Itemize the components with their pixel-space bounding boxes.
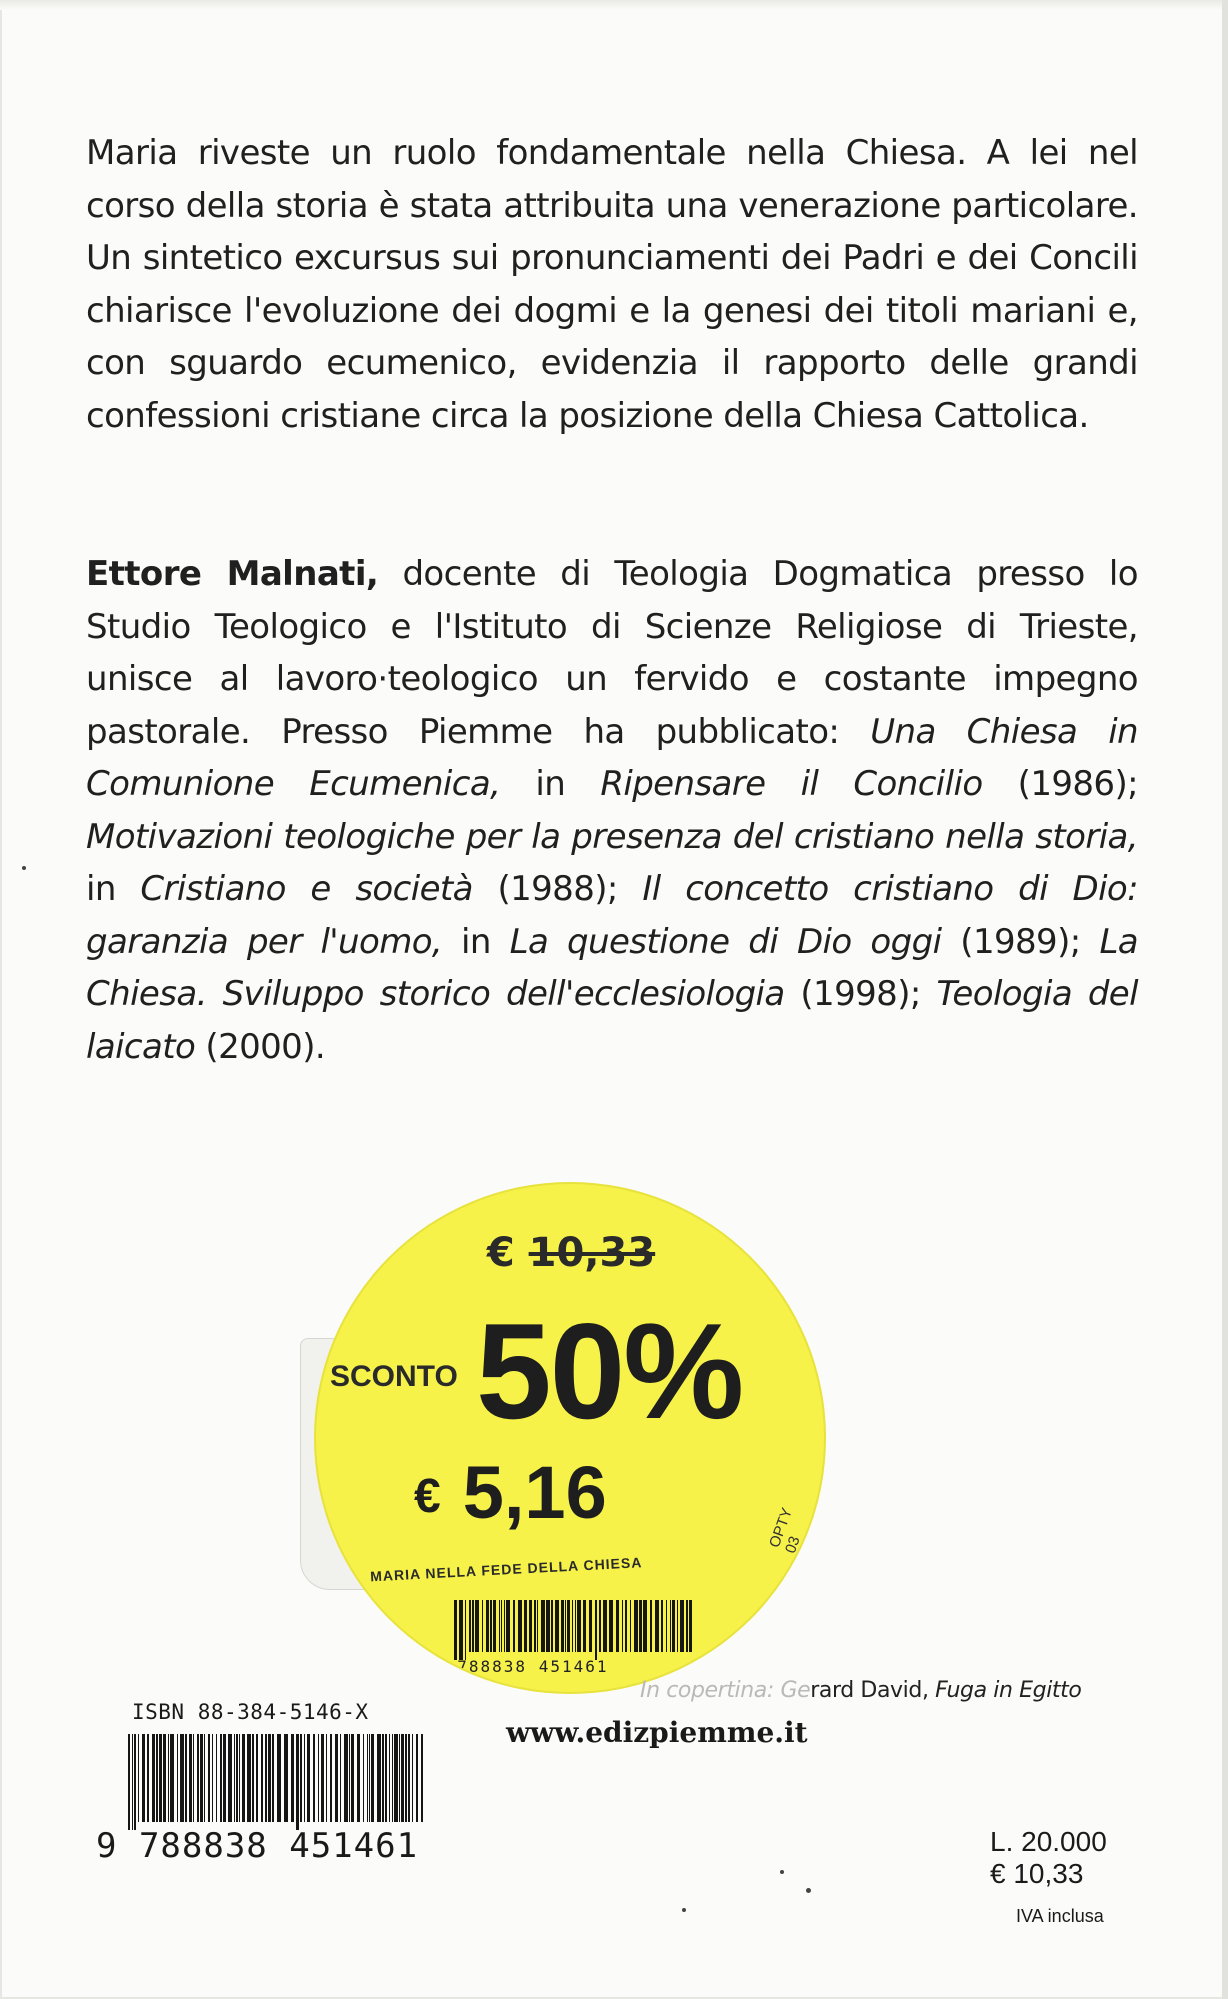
barcode-bar xyxy=(382,1734,384,1822)
barcode-bar xyxy=(490,1600,492,1652)
barcode-bar xyxy=(357,1734,360,1822)
isbn-label: ISBN 88-384-5146-X xyxy=(132,1700,369,1724)
barcode-bar xyxy=(622,1600,623,1652)
sticker-code: OPTY 03 xyxy=(766,1505,804,1556)
barcode-bar xyxy=(208,1734,210,1822)
sticker-sconto-label: SCONTO xyxy=(330,1360,458,1393)
work-3-title: Il concetto cristiano di Dio: garanzia per l'uomo, xyxy=(86,869,1138,962)
sticker-book-title: MARIA NELLA FEDE DELLA CHIESA xyxy=(369,1554,643,1585)
barcode-bar xyxy=(454,1600,457,1660)
barcode-bar xyxy=(371,1734,374,1822)
barcode-bar xyxy=(234,1734,235,1822)
barcode-bar xyxy=(655,1600,659,1652)
barcode-bar xyxy=(501,1600,502,1652)
price-block xyxy=(990,1826,1150,1890)
vat-note: IVA inclusa xyxy=(1016,1906,1104,1926)
barcode-bar xyxy=(546,1600,550,1652)
blurb-text: Maria riveste un ruolo fondamentale nella Chiesa. A lei nel corso della storia è stata attribuita una venerazione particolare. Un sintetico excursus sui pronunciamenti dei Padri e dei Concili chiarisce l'evoluzione dei dogmi e la genesi dei titoli mariani e, con sguardo ecumenico, evidenzia il rapporto delle grandi confessioni cristiane circa la posizione della Chiesa Cattolica. xyxy=(86,133,1138,436)
barcode-bar xyxy=(128,1734,130,1830)
barcode-bar xyxy=(634,1600,638,1652)
barcode-bar xyxy=(666,1600,667,1652)
barcode-bar xyxy=(499,1600,500,1652)
sticker-new-price-currency: € xyxy=(414,1470,441,1523)
author-bio-paragraph xyxy=(86,548,1138,1073)
barcode-bar xyxy=(599,1600,601,1652)
sticker-new-price xyxy=(414,1450,607,1535)
sticker-discount-percent: 50% xyxy=(476,1295,743,1447)
barcode-bar xyxy=(367,1734,368,1822)
ean-digits: 9 788838 451461 xyxy=(96,1826,419,1866)
work-4-title: La Chiesa. Sviluppo storico dell'ecclesiologia xyxy=(86,921,1139,1014)
barcode-bar xyxy=(401,1734,404,1822)
barcode-bar xyxy=(168,1734,169,1822)
work-3-book: La questione di Dio oggi xyxy=(509,921,942,962)
barcode-bar xyxy=(677,1600,678,1652)
barcode-bar xyxy=(534,1600,536,1652)
price-lire: L. 20.000 xyxy=(990,1826,1107,1857)
cover-credit xyxy=(640,1678,1081,1703)
barcode-bar xyxy=(142,1734,145,1822)
barcode-bar xyxy=(170,1734,174,1822)
barcode-bar xyxy=(228,1734,232,1822)
barcode-bar xyxy=(686,1600,688,1652)
barcode-bar xyxy=(469,1600,471,1652)
work-2-book: Cristiano e società xyxy=(140,869,473,909)
sticker-new-price-value: 5,16 xyxy=(462,1451,607,1534)
barcode-bar xyxy=(277,1734,281,1822)
barcode-bar xyxy=(132,1734,133,1830)
dust-speck xyxy=(780,1870,784,1874)
barcode-bar xyxy=(472,1600,474,1652)
barcode-bar xyxy=(204,1734,205,1822)
barcode-bar xyxy=(672,1600,675,1652)
cover-right-edge xyxy=(1222,0,1228,1999)
barcode-bar xyxy=(405,1734,407,1822)
barcode-bar xyxy=(223,1734,226,1822)
barcode-bar xyxy=(493,1600,496,1652)
barcode-bar xyxy=(363,1734,364,1822)
barcode-bar xyxy=(340,1734,341,1822)
barcode-bar xyxy=(189,1734,192,1822)
isbn-barcode xyxy=(126,1734,426,1830)
barcode-bar xyxy=(326,1734,327,1822)
work-1-book: Ripensare il Concilio xyxy=(600,764,983,804)
barcode-bar xyxy=(595,1600,597,1660)
barcode-bar xyxy=(475,1600,479,1652)
sticker-ean-digits: 9 788838 451461 xyxy=(434,1657,609,1676)
barcode-bar xyxy=(572,1600,573,1652)
barcode-bar xyxy=(252,1734,254,1822)
barcode-bar xyxy=(318,1734,319,1822)
barcode-bar xyxy=(180,1734,184,1822)
work-2-year: (1988); xyxy=(472,869,643,909)
barcode-bar xyxy=(603,1600,607,1652)
barcode-bar xyxy=(630,1600,631,1652)
barcode-bar xyxy=(200,1734,203,1822)
sticker-old-price-value: 10,33 xyxy=(528,1230,656,1276)
barcode-bar xyxy=(268,1734,271,1822)
barcode-bar xyxy=(506,1600,510,1652)
dust-speck xyxy=(22,866,26,870)
barcode-bar xyxy=(567,1600,570,1652)
barcode-bar xyxy=(300,1734,302,1822)
barcode-bar xyxy=(152,1734,155,1822)
barcode-bar xyxy=(296,1734,299,1830)
author-name: Ettore Malnati, xyxy=(86,554,379,594)
barcode-bar xyxy=(256,1734,258,1822)
work-3-in: in xyxy=(442,921,510,962)
barcode-bar xyxy=(272,1734,274,1822)
barcode-bar xyxy=(609,1600,613,1652)
barcode-bar xyxy=(330,1734,332,1822)
barcode-bar xyxy=(465,1600,466,1660)
barcode-bar xyxy=(639,1600,642,1652)
author-bio-text xyxy=(86,548,1138,1073)
barcode-bar xyxy=(650,1600,652,1652)
barcode-bar xyxy=(412,1734,413,1822)
cover-top-edge xyxy=(0,0,1228,10)
barcode-bar xyxy=(159,1734,162,1822)
work-5-title: Teologia del laicato xyxy=(86,974,1138,1067)
sticker-currency: € xyxy=(486,1230,515,1276)
barcode-bar xyxy=(575,1600,576,1652)
cover-credit-prefix: In copertina: Ge xyxy=(640,1678,811,1703)
barcode-bar xyxy=(486,1600,489,1652)
barcode-bar xyxy=(565,1600,566,1652)
barcode-bar xyxy=(216,1734,217,1822)
barcode-bar xyxy=(389,1734,390,1822)
barcode-bar xyxy=(134,1734,136,1830)
barcode-bar xyxy=(220,1734,222,1822)
barcode-bar xyxy=(307,1734,310,1822)
barcode-bar xyxy=(163,1734,166,1822)
cover-credit-work: Fuga in Egitto xyxy=(935,1678,1082,1703)
work-5-year: (2000). xyxy=(195,1026,326,1067)
barcode-bar xyxy=(541,1600,545,1652)
barcode-bar xyxy=(313,1734,315,1822)
barcode-bar xyxy=(408,1734,410,1822)
barcode-bar xyxy=(524,1600,527,1652)
barcode-bar xyxy=(643,1600,647,1652)
work-4-year: (1998); xyxy=(784,974,937,1014)
barcode-bar xyxy=(261,1734,263,1822)
barcode-bar xyxy=(147,1734,149,1822)
barcode-bar xyxy=(482,1600,483,1652)
price-euro: € 10,33 xyxy=(990,1858,1084,1889)
barcode-bar xyxy=(625,1600,627,1652)
sticker-barcode xyxy=(452,1600,692,1660)
barcode-bar xyxy=(197,1734,199,1822)
barcode-bar xyxy=(416,1734,418,1822)
barcode-bar xyxy=(459,1600,463,1660)
barcode-bar xyxy=(335,1734,338,1822)
barcode-bar xyxy=(537,1600,538,1652)
barcode-bar xyxy=(193,1734,194,1822)
barcode-bar xyxy=(518,1600,522,1652)
sticker-old-price xyxy=(446,1230,696,1276)
barcode-bar xyxy=(304,1734,305,1822)
barcode-bar xyxy=(284,1734,288,1822)
barcode-bar xyxy=(513,1600,515,1652)
cover-credit-artist: rard David, xyxy=(810,1678,936,1703)
barcode-bar xyxy=(377,1734,381,1822)
work-1-year: (1986); xyxy=(982,764,1138,804)
barcode-bar xyxy=(239,1734,240,1822)
barcode-bar xyxy=(504,1600,505,1652)
barcode-bar xyxy=(385,1734,387,1822)
barcode-bar xyxy=(138,1734,139,1822)
barcode-bar xyxy=(291,1734,294,1822)
barcode-bar xyxy=(616,1600,619,1652)
barcode-bar xyxy=(661,1600,663,1652)
work-2-in: in xyxy=(86,869,141,909)
barcode-bar xyxy=(421,1734,423,1822)
bio-intro: docente di Teologia Dogmatica presso lo Studio Teologico e l'Istituto di Scienze Religiose di Trieste, unisce al lavoro·teologico un fervido e costante impegno pastorale. Presso Piemme ha pubblicato: xyxy=(86,554,1138,752)
blurb-paragraph xyxy=(86,127,1138,442)
dust-speck xyxy=(682,1908,686,1912)
work-3-year: (1989); xyxy=(941,921,1100,962)
work-1-in: in xyxy=(500,764,601,804)
barcode-bar xyxy=(670,1600,671,1652)
barcode-bar xyxy=(583,1600,586,1652)
work-1-title: Una Chiesa in Comunione Ecumenica, xyxy=(86,711,1138,804)
barcode-bar xyxy=(369,1734,370,1822)
barcode-bar xyxy=(392,1734,393,1822)
barcode-bar xyxy=(394,1734,398,1822)
work-2-title: Motivazioni teologiche per la presenza del cristiano nella storia, xyxy=(86,816,1138,857)
barcode-bar xyxy=(577,1600,581,1652)
barcode-bar xyxy=(242,1734,245,1822)
barcode-bar xyxy=(349,1734,350,1822)
barcode-bar xyxy=(399,1734,400,1822)
barcode-bar xyxy=(344,1734,348,1822)
barcode-bar xyxy=(689,1600,692,1652)
barcode-bar xyxy=(265,1734,267,1822)
dust-speck xyxy=(806,1888,811,1893)
barcode-bar xyxy=(351,1734,354,1822)
barcode-bar xyxy=(321,1734,324,1822)
barcode-bar xyxy=(561,1600,564,1652)
barcode-bar xyxy=(156,1734,158,1822)
barcode-bar xyxy=(680,1600,684,1652)
barcode-bar xyxy=(185,1734,187,1822)
barcode-bar xyxy=(212,1734,213,1822)
barcode-bar xyxy=(236,1734,238,1822)
barcode-bar xyxy=(555,1600,559,1652)
barcode-bar xyxy=(589,1600,592,1652)
publisher-website: www.edizpiemme.it xyxy=(506,1716,808,1749)
barcode-bar xyxy=(529,1600,532,1652)
discount-sticker xyxy=(316,1184,824,1692)
barcode-bar xyxy=(551,1600,553,1652)
barcode-bar xyxy=(247,1734,251,1822)
barcode-bar xyxy=(177,1734,178,1822)
